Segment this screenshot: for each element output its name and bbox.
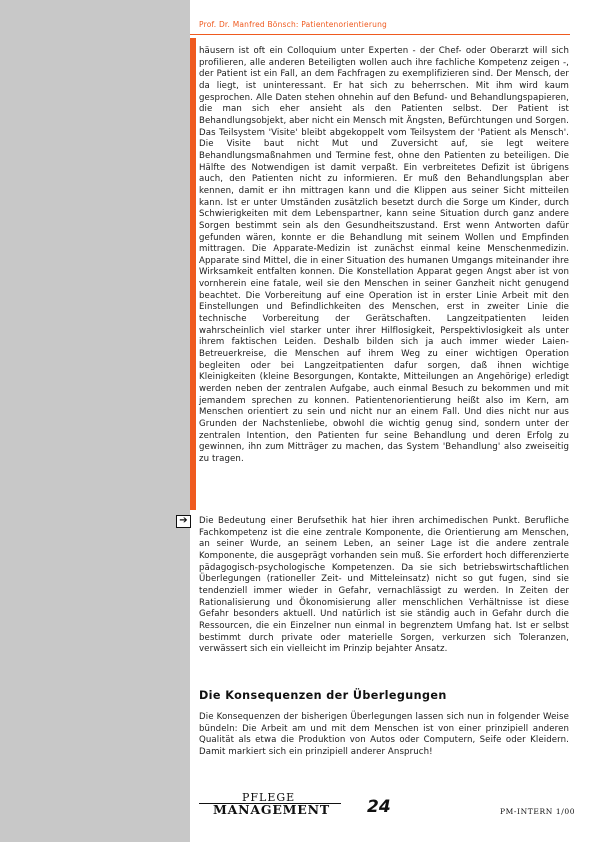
- journal-logo-bottom: MANAGEMENT: [213, 802, 330, 817]
- body-paragraph-3: [199, 712, 569, 759]
- left-sidebar-band: [0, 0, 190, 842]
- paragraph-text: häusern ist oft ein Colloquium unter Experten - der Chef- oder Oberarzt will sich profilieren, alle anderen Beteiligten wollen auch ihre fachliche Kompetenz zeigen -, der Patient ist ein Fall, an dem Fachfragen zu exemplifizieren sind. Der Mensch, der da liegt, ist uninteressant. Er hat sich zu beherrschen. Mit ihm wird kaum gesprochen. Alle Daten stehen ohnehin auf den Befund- und Behandlungspapieren, die man sich eher ansieht als den Patienten selbst. Der Patient ist Behandlungsobjekt, aber nicht ein Mensch mit Ängsten, Befürchtungen und Sorgen. Das Teilsystem 'Visite' bleibt abgekoppelt vom Teilsystem der 'Patient als Mensch'. Die Visite baut nicht Mut und Zuversicht auf, sie legt weitere Behandlungsmaßnahmen und Termine fest, ohne den Patienten zu beteiligen. Die Hälfte des Notwendigen ist damit verpaßt. Ein verbreitetes Defizit ist übrigens auch, den Patienten nicht zu informieren. Er muß den Behandlungsplan aber kennen, damit er ihn mittragen kann und die Klippen aus seiner Sicht mitteilen kann. Ist er unter Umständen zusätzlich besetzt durch die Sorge um Kinder, durch Schwierigkeiten mit dem Lebenspartner, kann seine Situation durch ganz andere Sorgen bestimmt sein als den Gesundheitszustand. Erst wenn Antworten dafür gefunden wären, konnte er die Behandlung mit seinem Wollen und Empfinden mittragen. Die Apparate-Medizin ist zunächst einmal keine Menschenmedizin. Apparate sind Mittel, die in einer Situation des humanen Umgangs miteinander ihre Wirksamkeit entfalten konnen. Die Konstellation Apparat gegen Angst aber ist von vornherein eine fatale, weil sie den Menschen in seiner Ganzheit nicht genugend beachtet. Die Vorbereitung auf eine Operation ist in erster Linie Arbeit mit den Einstellungen und Befindlichkeiten des Menschen, erst in zweiter Linie die technische Vorbereitung der Gerätschaften. Langzeitpatienten leiden wahrscheinlich viel starker unter ihrer Hilflosigkeit, Perspektivlosigkeit als unter ihrem faktischen Leiden. Deshalb bilden sich ja auch immer wieder Laien-Betreuerkreise, die Menschen auf ihrem Weg zu einer wichtigen Operation begleiten oder bei Langzeitpatienten dafur sorgen, daß ihnen wichtige Kleinigkeiten (kleine Besorgungen, Kontakte, Mitteilungen an Angehörige) erledigt werden neben der zentralen Aufgabe, auch einmal Besuch zu bekommen und mit jemandem sprechen zu konnen. Patientenorientierung heißt also im Kern, am Menschen orientiert zu sein und nicht nur an einem Fall. Und dies nicht nur aus Grunden der Nachstenliebe, obwohl die wichtig genug sind, sondern unter der zentralen Intention, den Patienten fur seine Behandlung und deren Erfolg zu gewinnen, ihn zum Mitträger zu machen, das System 'Behandlung' also zweiseitig zu tragen.: [199, 46, 570, 464]
- running-head: Prof. Dr. Manfred Bönsch: Patientenorientierung: [199, 20, 388, 29]
- accent-bar: [190, 38, 196, 510]
- issue-label: PM-INTERN 1/00: [500, 807, 576, 816]
- journal-logo-top: PFLEGE: [242, 791, 296, 804]
- body-paragraph-1: [199, 46, 569, 466]
- page-number: 24: [367, 797, 391, 817]
- body-paragraph-2: [199, 516, 569, 656]
- paragraph-text: Die Bedeutung einer Berufsethik hat hier ihren archimedischen Punkt. Berufliche Fachkompetenz ist die eine zentrale Komponente, die Orientierung am Menschen, an seiner Wurde, an seinem Leben, an seiner Lage ist die andere zentrale Komponente, die ausgeprägt vorhanden sein muß. Sie erfordert hoch differenzierte pädagogisch-psychologische Kompetenzen. Da sie sich betriebswirtschaftlichen Überlegungen (rationeller Zeit- und Mitteleinsatz) nicht so gut fugen, sind sie tendenziell immer wieder in Gefahr, vernachlässigt zu werden. In Zeiten der Rationalisierung und Ökonomisierung aller menschlichen Verhältnisse ist diese Gefahr besonders aktuell. Und natürlich ist sie ständig auch in Gefahr durch die Ressourcen, die ein Einzelner nun einmal in begrenztem Umfang hat. Ist er selbst bestimmt durch private oder materielle Sorgen, verkurzen sich Toleranzen, verwässert sich ein vielleicht im Prinzip bejahter Ansatz.: [199, 516, 569, 655]
- arrow-right-icon: ➔: [176, 515, 191, 528]
- paragraph-text: Die Konsequenzen der bisherigen Überlegungen lassen sich nun in folgender Weise bündeln: Die Arbeit am und mit dem Menschen ist von einer prinzipiell anderen Qualität als etwa die Produktion von Autos oder Computern, Seife oder Kleidern. Damit markiert sich ein prinzipiell anderer Anspruch!: [199, 712, 569, 757]
- header-rule: [190, 34, 570, 35]
- section-heading: Die Konsequenzen der Überlegungen: [199, 689, 447, 702]
